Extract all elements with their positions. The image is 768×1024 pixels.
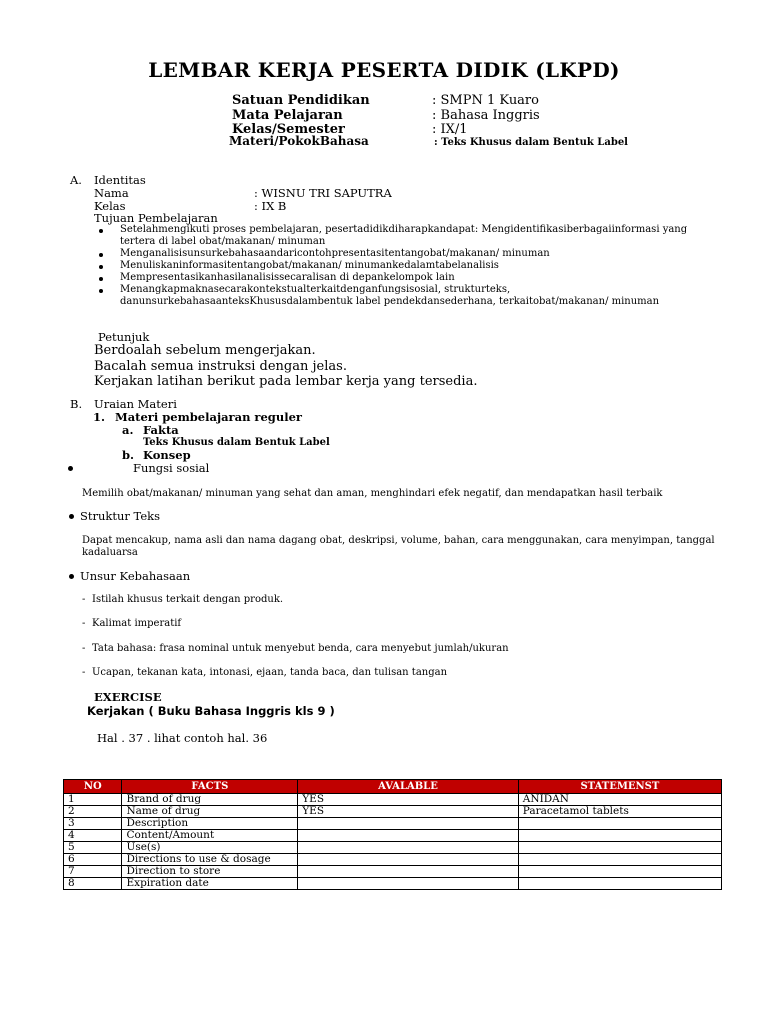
cell-no: 4 — [64, 830, 122, 842]
cell-statement[interactable] — [518, 818, 721, 830]
bullet-icon — [69, 574, 74, 579]
identitas-heading: Identitas — [94, 173, 146, 187]
table-row — [64, 806, 722, 818]
dash-marker: - — [82, 618, 86, 629]
cell-no: 7 — [64, 866, 122, 878]
unsur-item: Ucapan, tekanan kata, intonasi, ejaan, tanda baca, dan tulisan tangan — [92, 667, 448, 678]
exercise-heading: EXERCISE — [94, 690, 162, 704]
tujuan-item: Mempresentasikanhasilanalisissecaralisan di depankelompok lain — [120, 272, 455, 283]
tujuan-item: Menangkapmaknasecarakontekstualterkaitdenganfungsisosial, strukturteks, — [120, 284, 511, 295]
header-label-mapel: Mata Pelajaran — [232, 108, 343, 123]
section-marker-a: A. — [70, 173, 82, 187]
cell-fact: Direction to store — [122, 866, 298, 878]
cell-no: 1 — [64, 794, 122, 806]
petunjuk-line: Bacalah semua instruksi dengan jelas. — [94, 359, 347, 374]
kelas-label: Kelas — [94, 199, 126, 213]
fakta-label: Fakta — [143, 423, 179, 437]
table-row — [64, 878, 722, 890]
tujuan-heading: Tujuan Pembelajaran — [94, 211, 218, 225]
bullet-icon — [99, 265, 103, 269]
cell-no: 3 — [64, 818, 122, 830]
cell-fact: Use(s) — [122, 842, 298, 854]
bullet-icon — [99, 289, 103, 293]
konsep-label: Konsep — [143, 448, 191, 462]
cell-available[interactable] — [298, 866, 519, 878]
bullet-icon — [99, 253, 103, 257]
nama-label: Nama — [94, 186, 129, 200]
cell-no: 6 — [64, 854, 122, 866]
struktur-text: Dapat mencakup, nama asli dan nama dagang obat, deskripsi, volume, bahan, cara menggunakan, cara menyimpan, tanggal — [82, 535, 715, 546]
header-statements: STATEMENST — [518, 780, 721, 794]
facts-table — [63, 779, 722, 890]
cell-statement[interactable]: Paracetamol tablets — [518, 806, 721, 818]
header-value-materi: : Teks Khusus dalam Bentuk Label — [434, 137, 628, 148]
struktur-heading: Struktur Teks — [80, 509, 161, 523]
cell-fact: Name of drug — [122, 806, 298, 818]
header-no: NO — [64, 780, 122, 794]
table-row — [64, 866, 722, 878]
cell-statement[interactable] — [518, 866, 721, 878]
b-marker: b. — [122, 448, 135, 462]
bullet-icon — [99, 229, 103, 233]
bullet-icon — [68, 466, 73, 471]
header-label-satuan: Satuan Pendidikan — [232, 93, 370, 108]
table-row — [64, 854, 722, 866]
fungsi-text: Memilih obat/makanan/ minuman yang sehat dan aman, menghindari efek negatif, dan mendapatkan hasil terbaik — [82, 488, 663, 499]
table-row — [64, 842, 722, 854]
tujuan-item: Menuliskaninformasitentangobat/makanan/ minumankedalamtabelanalisis — [120, 260, 499, 271]
cell-fact: Brand of drug — [122, 794, 298, 806]
nama-value: : WISNU TRI SAPUTRA — [254, 186, 392, 200]
petunjuk-line: Kerjakan latihan berikut pada lembar kerja yang tersedia. — [94, 374, 478, 389]
petunjuk-heading: Petunjuk — [98, 330, 150, 344]
struktur-text: kadaluarsa — [82, 547, 138, 558]
cell-fact: Description — [122, 818, 298, 830]
cell-statement[interactable] — [518, 878, 721, 890]
exercise-instruction: Kerjakan ( Buku Bahasa Inggris kls 9 ) — [87, 704, 335, 718]
sub1-number: 1. — [93, 410, 106, 424]
header-label-kelas: Kelas/Semester — [232, 122, 345, 137]
table-row — [64, 818, 722, 830]
cell-fact: Expiration date — [122, 878, 298, 890]
cell-available[interactable] — [298, 842, 519, 854]
bullet-icon — [99, 277, 103, 281]
exercise-page-ref: Hal . 37 . lihat contoh hal. 36 — [97, 731, 268, 745]
fungsi-heading: Fungsi sosial — [133, 461, 210, 475]
unsur-item: Tata bahasa: frasa nominal untuk menyebut benda, cara menyebut jumlah/ukuran — [92, 643, 509, 654]
dash-marker: - — [82, 594, 86, 605]
tujuan-item: danunsurkebahasaanteksKhususdalambentuk label pendekdansederhana, terkaitobat/makanan/ minuman — [120, 296, 660, 307]
unsur-item: Istilah khusus terkait dengan produk. — [92, 594, 284, 605]
dash-marker: - — [82, 643, 86, 654]
petunjuk-line: Berdoalah sebelum mengerjakan. — [94, 343, 316, 358]
cell-statement[interactable] — [518, 830, 721, 842]
cell-no: 8 — [64, 878, 122, 890]
tujuan-item: tertera di label obat/makanan/ minuman — [120, 236, 326, 247]
cell-available[interactable]: YES — [298, 794, 519, 806]
unsur-heading: Unsur Kebahasaan — [80, 569, 191, 583]
cell-available[interactable]: YES — [298, 806, 519, 818]
uraian-heading: Uraian Materi — [94, 397, 177, 411]
cell-available[interactable] — [298, 854, 519, 866]
dash-marker: - — [82, 667, 86, 678]
header-label-materi: Materi/PokokBahasa — [229, 134, 369, 148]
header-facts: FACTS — [122, 780, 298, 794]
cell-statement[interactable] — [518, 842, 721, 854]
cell-no: 2 — [64, 806, 122, 818]
table-header-row — [64, 780, 722, 794]
cell-available[interactable] — [298, 830, 519, 842]
section-marker-b: B. — [70, 397, 83, 411]
cell-statement[interactable] — [518, 854, 721, 866]
sub1-heading: Materi pembelajaran reguler — [115, 410, 302, 424]
tujuan-item: Menganalisisunsurkebahasaandaricontohpresentasitentangobat/makanan/ minuman — [120, 248, 550, 259]
a-marker: a. — [122, 423, 134, 437]
unsur-item: Kalimat imperatif — [92, 618, 182, 629]
fakta-text: Teks Khusus dalam Bentuk Label — [143, 437, 330, 448]
cell-fact: Content/Amount — [122, 830, 298, 842]
header-value-kelas: : IX/1 — [432, 122, 468, 137]
cell-statement[interactable]: ANIDAN — [518, 794, 721, 806]
table-row — [64, 830, 722, 842]
cell-fact: Directions to use & dosage — [122, 854, 298, 866]
tujuan-item: Setelahmengikuti proses pembelajaran, pesertadidikdiharapkandapat: Mengidentifikasiberbagaiinformasi yang — [120, 224, 688, 235]
cell-available[interactable] — [298, 818, 519, 830]
header-available: AVALABLE — [298, 780, 519, 794]
page-title: LEMBAR KERJA PESERTA DIDIK (LKPD) — [148, 58, 620, 82]
cell-no: 5 — [64, 842, 122, 854]
kelas-value: : IX B — [254, 199, 287, 213]
header-value-mapel: : Bahasa Inggris — [432, 108, 540, 123]
table-row — [64, 794, 722, 806]
header-value-satuan: : SMPN 1 Kuaro — [432, 93, 539, 108]
bullet-icon — [69, 514, 74, 519]
cell-available[interactable] — [298, 878, 519, 890]
